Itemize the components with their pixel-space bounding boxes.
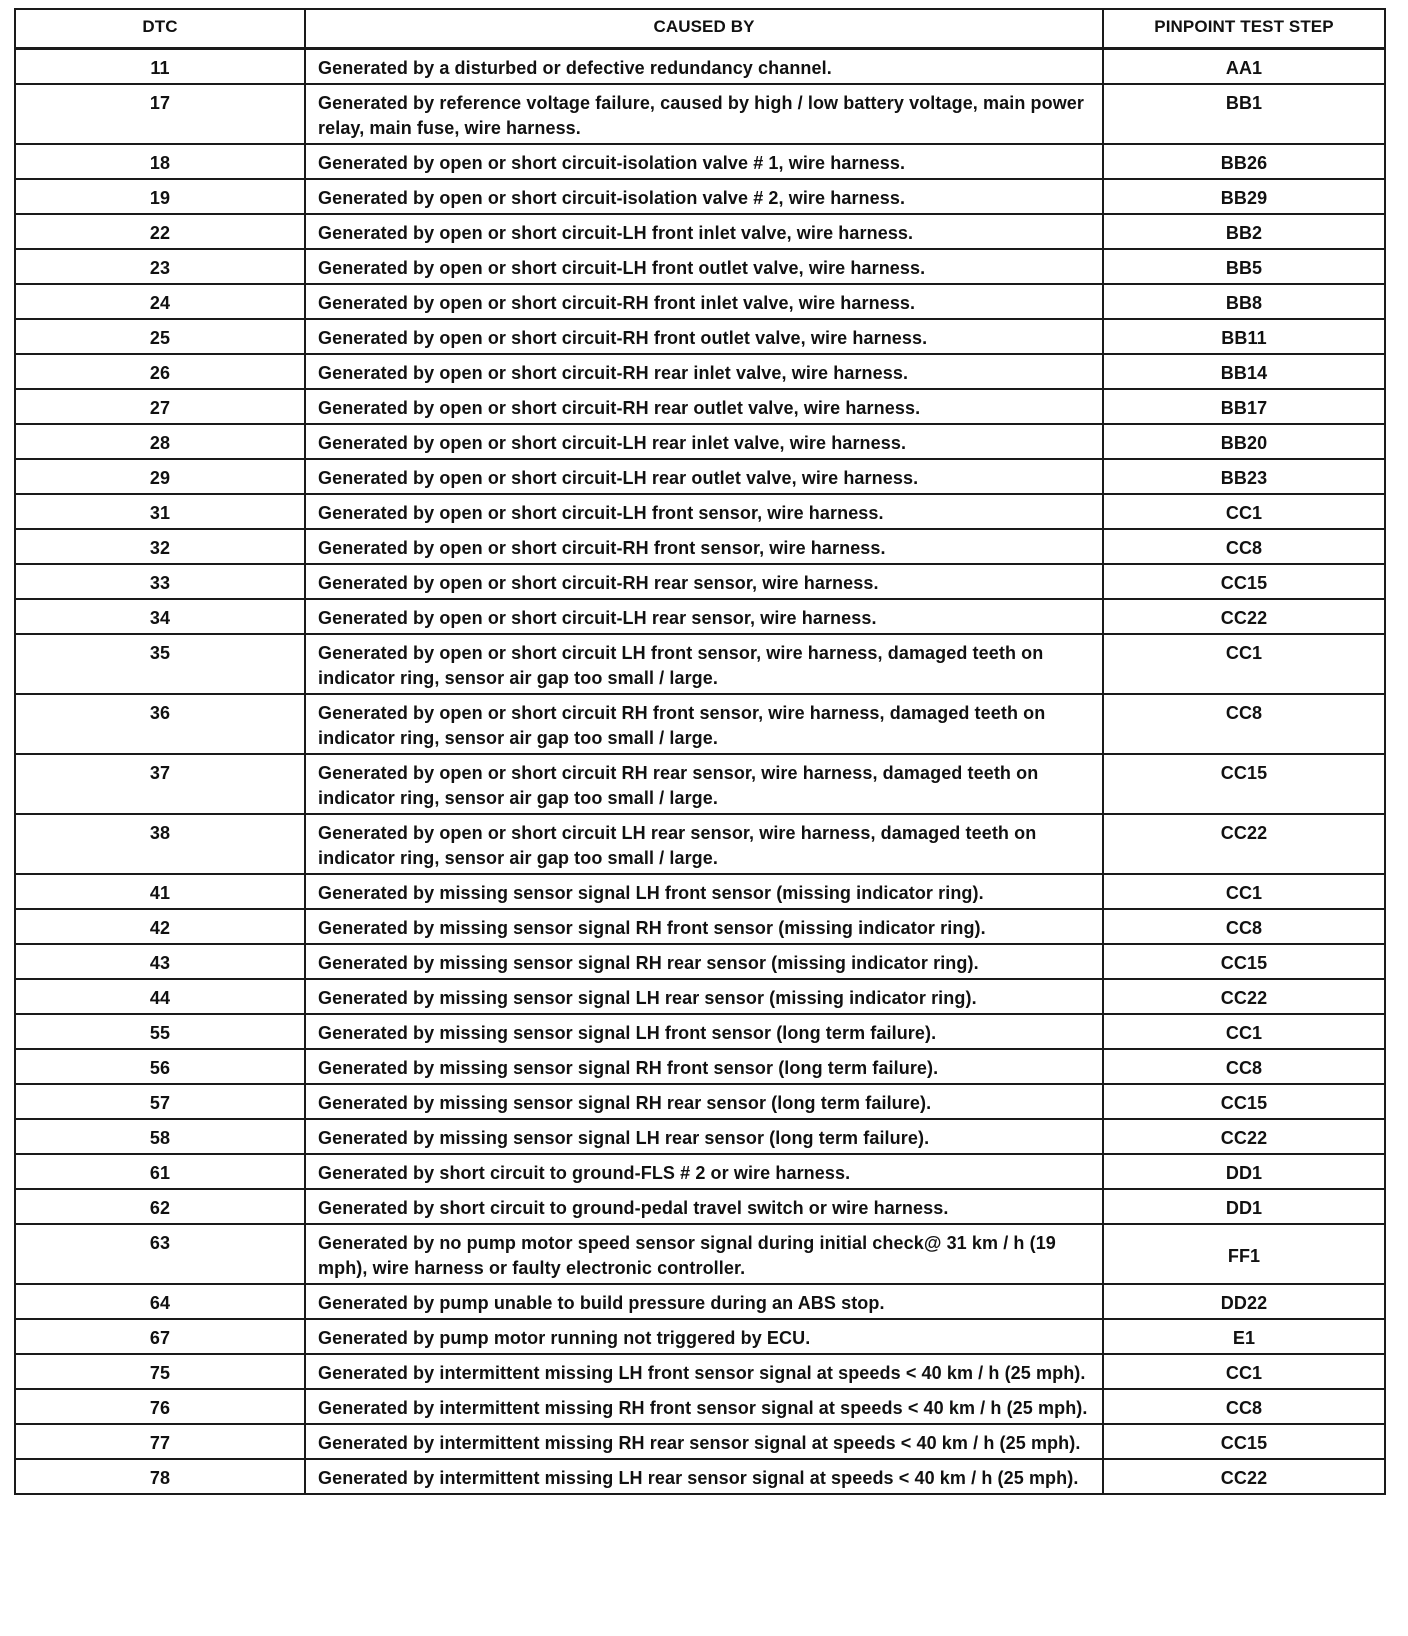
- dtc-code-cell: 55: [15, 1014, 305, 1049]
- table-row: [15, 1389, 1385, 1424]
- table-row: [15, 144, 1385, 179]
- caused-by-cell: Generated by missing sensor signal LH front sensor (long term failure).: [305, 1014, 1103, 1049]
- table-row: [15, 564, 1385, 599]
- pinpoint-step-cell: DD1: [1103, 1189, 1385, 1224]
- table-header-row: [15, 9, 1385, 49]
- table-row: [15, 1284, 1385, 1319]
- caused-by-cell: Generated by intermittent missing RH front sensor signal at speeds < 40 km / h (25 mph).: [305, 1389, 1103, 1424]
- caused-by-cell: Generated by missing sensor signal RH rear sensor (long term failure).: [305, 1084, 1103, 1119]
- pinpoint-step-cell: CC1: [1103, 634, 1385, 694]
- pinpoint-step-cell: CC1: [1103, 1014, 1385, 1049]
- table-row: [15, 909, 1385, 944]
- dtc-code-cell: 11: [15, 49, 305, 85]
- pinpoint-step-cell: CC8: [1103, 1049, 1385, 1084]
- pinpoint-step-cell: CC22: [1103, 1459, 1385, 1494]
- caused-by-cell: Generated by no pump motor speed sensor signal during initial check@ 31 km / h (19 mph), wire harness or faulty electronic controller.: [305, 1224, 1103, 1284]
- table-row: [15, 754, 1385, 814]
- caused-by-cell: Generated by reference voltage failure, caused by high / low battery voltage, main power relay, main fuse, wire harness.: [305, 84, 1103, 144]
- table-row: [15, 599, 1385, 634]
- table-row: [15, 1014, 1385, 1049]
- caused-by-cell: Generated by open or short circuit-LH rear inlet valve, wire harness.: [305, 424, 1103, 459]
- pinpoint-step-cell: FF1: [1103, 1224, 1385, 1284]
- caused-by-cell: Generated by a disturbed or defective redundancy channel.: [305, 49, 1103, 85]
- caused-by-cell: Generated by open or short circuit LH front sensor, wire harness, damaged teeth on indicator ring, sensor air gap too small / large.: [305, 634, 1103, 694]
- dtc-code-cell: 62: [15, 1189, 305, 1224]
- pinpoint-step-cell: CC22: [1103, 599, 1385, 634]
- table-row: [15, 389, 1385, 424]
- pinpoint-step-cell: BB29: [1103, 179, 1385, 214]
- caused-by-cell: Generated by open or short circuit-RH rear sensor, wire harness.: [305, 564, 1103, 599]
- pinpoint-step-cell: DD22: [1103, 1284, 1385, 1319]
- pinpoint-step-cell: BB8: [1103, 284, 1385, 319]
- dtc-code-cell: 78: [15, 1459, 305, 1494]
- caused-by-cell: Generated by open or short circuit-LH front inlet valve, wire harness.: [305, 214, 1103, 249]
- table-row: [15, 49, 1385, 85]
- dtc-code-cell: 61: [15, 1154, 305, 1189]
- pinpoint-step-cell: CC8: [1103, 529, 1385, 564]
- caused-by-cell: Generated by open or short circuit-LH rear outlet valve, wire harness.: [305, 459, 1103, 494]
- pinpoint-step-cell: CC8: [1103, 909, 1385, 944]
- caused-by-cell: Generated by open or short circuit RH rear sensor, wire harness, damaged teeth on indicator ring, sensor air gap too small / large.: [305, 754, 1103, 814]
- caused-by-cell: Generated by open or short circuit-RH rear outlet valve, wire harness.: [305, 389, 1103, 424]
- caused-by-cell: Generated by open or short circuit-LH front outlet valve, wire harness.: [305, 249, 1103, 284]
- caused-by-cell: Generated by open or short circuit-isolation valve # 1, wire harness.: [305, 144, 1103, 179]
- dtc-code-cell: 67: [15, 1319, 305, 1354]
- pinpoint-step-cell: BB14: [1103, 354, 1385, 389]
- table-row: [15, 424, 1385, 459]
- table-row: [15, 979, 1385, 1014]
- caused-by-cell: Generated by missing sensor signal LH rear sensor (missing indicator ring).: [305, 979, 1103, 1014]
- dtc-table: [14, 8, 1386, 1495]
- caused-by-cell: Generated by intermittent missing LH front sensor signal at speeds < 40 km / h (25 mph).: [305, 1354, 1103, 1389]
- caused-by-cell: Generated by missing sensor signal LH rear sensor (long term failure).: [305, 1119, 1103, 1154]
- caused-by-cell: Generated by missing sensor signal RH front sensor (missing indicator ring).: [305, 909, 1103, 944]
- dtc-code-cell: 29: [15, 459, 305, 494]
- dtc-code-cell: 24: [15, 284, 305, 319]
- caused-by-cell: Generated by open or short circuit-RH front sensor, wire harness.: [305, 529, 1103, 564]
- table-row: [15, 179, 1385, 214]
- dtc-code-cell: 23: [15, 249, 305, 284]
- pinpoint-step-cell: BB1: [1103, 84, 1385, 144]
- table-row: [15, 84, 1385, 144]
- dtc-code-cell: 17: [15, 84, 305, 144]
- table-row: [15, 459, 1385, 494]
- table-row: [15, 1084, 1385, 1119]
- caused-by-cell: Generated by missing sensor signal RH front sensor (long term failure).: [305, 1049, 1103, 1084]
- dtc-code-cell: 22: [15, 214, 305, 249]
- pinpoint-step-cell: CC1: [1103, 494, 1385, 529]
- dtc-code-cell: 35: [15, 634, 305, 694]
- dtc-code-cell: 77: [15, 1424, 305, 1459]
- table-row: [15, 354, 1385, 389]
- table-row: [15, 1154, 1385, 1189]
- caused-by-cell: Generated by short circuit to ground-FLS # 2 or wire harness.: [305, 1154, 1103, 1189]
- dtc-code-cell: 43: [15, 944, 305, 979]
- dtc-code-cell: 34: [15, 599, 305, 634]
- pinpoint-step-cell: BB23: [1103, 459, 1385, 494]
- caused-by-cell: Generated by open or short circuit-isolation valve # 2, wire harness.: [305, 179, 1103, 214]
- pinpoint-step-cell: E1: [1103, 1319, 1385, 1354]
- pinpoint-step-cell: CC15: [1103, 1424, 1385, 1459]
- table-body: [15, 49, 1385, 1495]
- table-row: [15, 1354, 1385, 1389]
- caused-by-cell: Generated by open or short circuit-LH front sensor, wire harness.: [305, 494, 1103, 529]
- pinpoint-step-cell: BB2: [1103, 214, 1385, 249]
- dtc-code-cell: 44: [15, 979, 305, 1014]
- dtc-code-cell: 18: [15, 144, 305, 179]
- dtc-code-cell: 42: [15, 909, 305, 944]
- dtc-code-cell: 28: [15, 424, 305, 459]
- dtc-code-cell: 31: [15, 494, 305, 529]
- table-row: [15, 634, 1385, 694]
- pinpoint-step-cell: BB5: [1103, 249, 1385, 284]
- table-row: [15, 494, 1385, 529]
- dtc-code-cell: 56: [15, 1049, 305, 1084]
- pinpoint-step-cell: CC22: [1103, 1119, 1385, 1154]
- dtc-code-cell: 58: [15, 1119, 305, 1154]
- caused-by-cell: Generated by intermittent missing RH rear sensor signal at speeds < 40 km / h (25 mph).: [305, 1424, 1103, 1459]
- pinpoint-step-cell: AA1: [1103, 49, 1385, 85]
- dtc-code-cell: 25: [15, 319, 305, 354]
- table-row: [15, 944, 1385, 979]
- dtc-code-cell: 41: [15, 874, 305, 909]
- pinpoint-step-cell: CC15: [1103, 1084, 1385, 1119]
- table-row: [15, 529, 1385, 564]
- pinpoint-step-cell: CC8: [1103, 1389, 1385, 1424]
- pinpoint-step-cell: CC22: [1103, 979, 1385, 1014]
- dtc-code-cell: 75: [15, 1354, 305, 1389]
- document-page: [14, 8, 1384, 1495]
- dtc-code-cell: 38: [15, 814, 305, 874]
- table-row: [15, 1459, 1385, 1494]
- dtc-code-cell: 36: [15, 694, 305, 754]
- header-caused-by: CAUSED BY: [305, 9, 1103, 49]
- table-row: [15, 214, 1385, 249]
- header-dtc: DTC: [15, 9, 305, 49]
- caused-by-cell: Generated by pump unable to build pressure during an ABS stop.: [305, 1284, 1103, 1319]
- caused-by-cell: Generated by intermittent missing LH rear sensor signal at speeds < 40 km / h (25 mph).: [305, 1459, 1103, 1494]
- table-row: [15, 694, 1385, 754]
- table-row: [15, 1049, 1385, 1084]
- dtc-code-cell: 76: [15, 1389, 305, 1424]
- caused-by-cell: Generated by pump motor running not triggered by ECU.: [305, 1319, 1103, 1354]
- caused-by-cell: Generated by open or short circuit-RH rear inlet valve, wire harness.: [305, 354, 1103, 389]
- table-row: [15, 319, 1385, 354]
- dtc-code-cell: 32: [15, 529, 305, 564]
- caused-by-cell: Generated by open or short circuit RH front sensor, wire harness, damaged teeth on indicator ring, sensor air gap too small / large.: [305, 694, 1103, 754]
- header-pinpoint-test-step: PINPOINT TEST STEP: [1103, 9, 1385, 49]
- pinpoint-step-cell: CC15: [1103, 754, 1385, 814]
- caused-by-cell: Generated by missing sensor signal RH rear sensor (missing indicator ring).: [305, 944, 1103, 979]
- dtc-code-cell: 19: [15, 179, 305, 214]
- caused-by-cell: Generated by open or short circuit-RH front inlet valve, wire harness.: [305, 284, 1103, 319]
- pinpoint-step-cell: CC1: [1103, 1354, 1385, 1389]
- caused-by-cell: Generated by open or short circuit-RH front outlet valve, wire harness.: [305, 319, 1103, 354]
- pinpoint-step-cell: DD1: [1103, 1154, 1385, 1189]
- pinpoint-step-cell: BB11: [1103, 319, 1385, 354]
- dtc-code-cell: 57: [15, 1084, 305, 1119]
- pinpoint-step-cell: BB20: [1103, 424, 1385, 459]
- dtc-code-cell: 37: [15, 754, 305, 814]
- table-row: [15, 1189, 1385, 1224]
- table-row: [15, 1424, 1385, 1459]
- caused-by-cell: Generated by missing sensor signal LH front sensor (missing indicator ring).: [305, 874, 1103, 909]
- caused-by-cell: Generated by open or short circuit-LH rear sensor, wire harness.: [305, 599, 1103, 634]
- pinpoint-step-cell: BB17: [1103, 389, 1385, 424]
- pinpoint-step-cell: CC1: [1103, 874, 1385, 909]
- dtc-code-cell: 63: [15, 1224, 305, 1284]
- dtc-code-cell: 26: [15, 354, 305, 389]
- dtc-code-cell: 33: [15, 564, 305, 599]
- table-row: [15, 284, 1385, 319]
- caused-by-cell: Generated by open or short circuit LH rear sensor, wire harness, damaged teeth on indicator ring, sensor air gap too small / large.: [305, 814, 1103, 874]
- pinpoint-step-cell: CC22: [1103, 814, 1385, 874]
- table-row: [15, 1224, 1385, 1284]
- table-row: [15, 874, 1385, 909]
- pinpoint-step-cell: CC15: [1103, 564, 1385, 599]
- table-row: [15, 1119, 1385, 1154]
- dtc-code-cell: 64: [15, 1284, 305, 1319]
- table-row: [15, 1319, 1385, 1354]
- pinpoint-step-cell: BB26: [1103, 144, 1385, 179]
- table-row: [15, 814, 1385, 874]
- table-row: [15, 249, 1385, 284]
- pinpoint-step-cell: CC8: [1103, 694, 1385, 754]
- dtc-code-cell: 27: [15, 389, 305, 424]
- pinpoint-step-cell: CC15: [1103, 944, 1385, 979]
- caused-by-cell: Generated by short circuit to ground-pedal travel switch or wire harness.: [305, 1189, 1103, 1224]
